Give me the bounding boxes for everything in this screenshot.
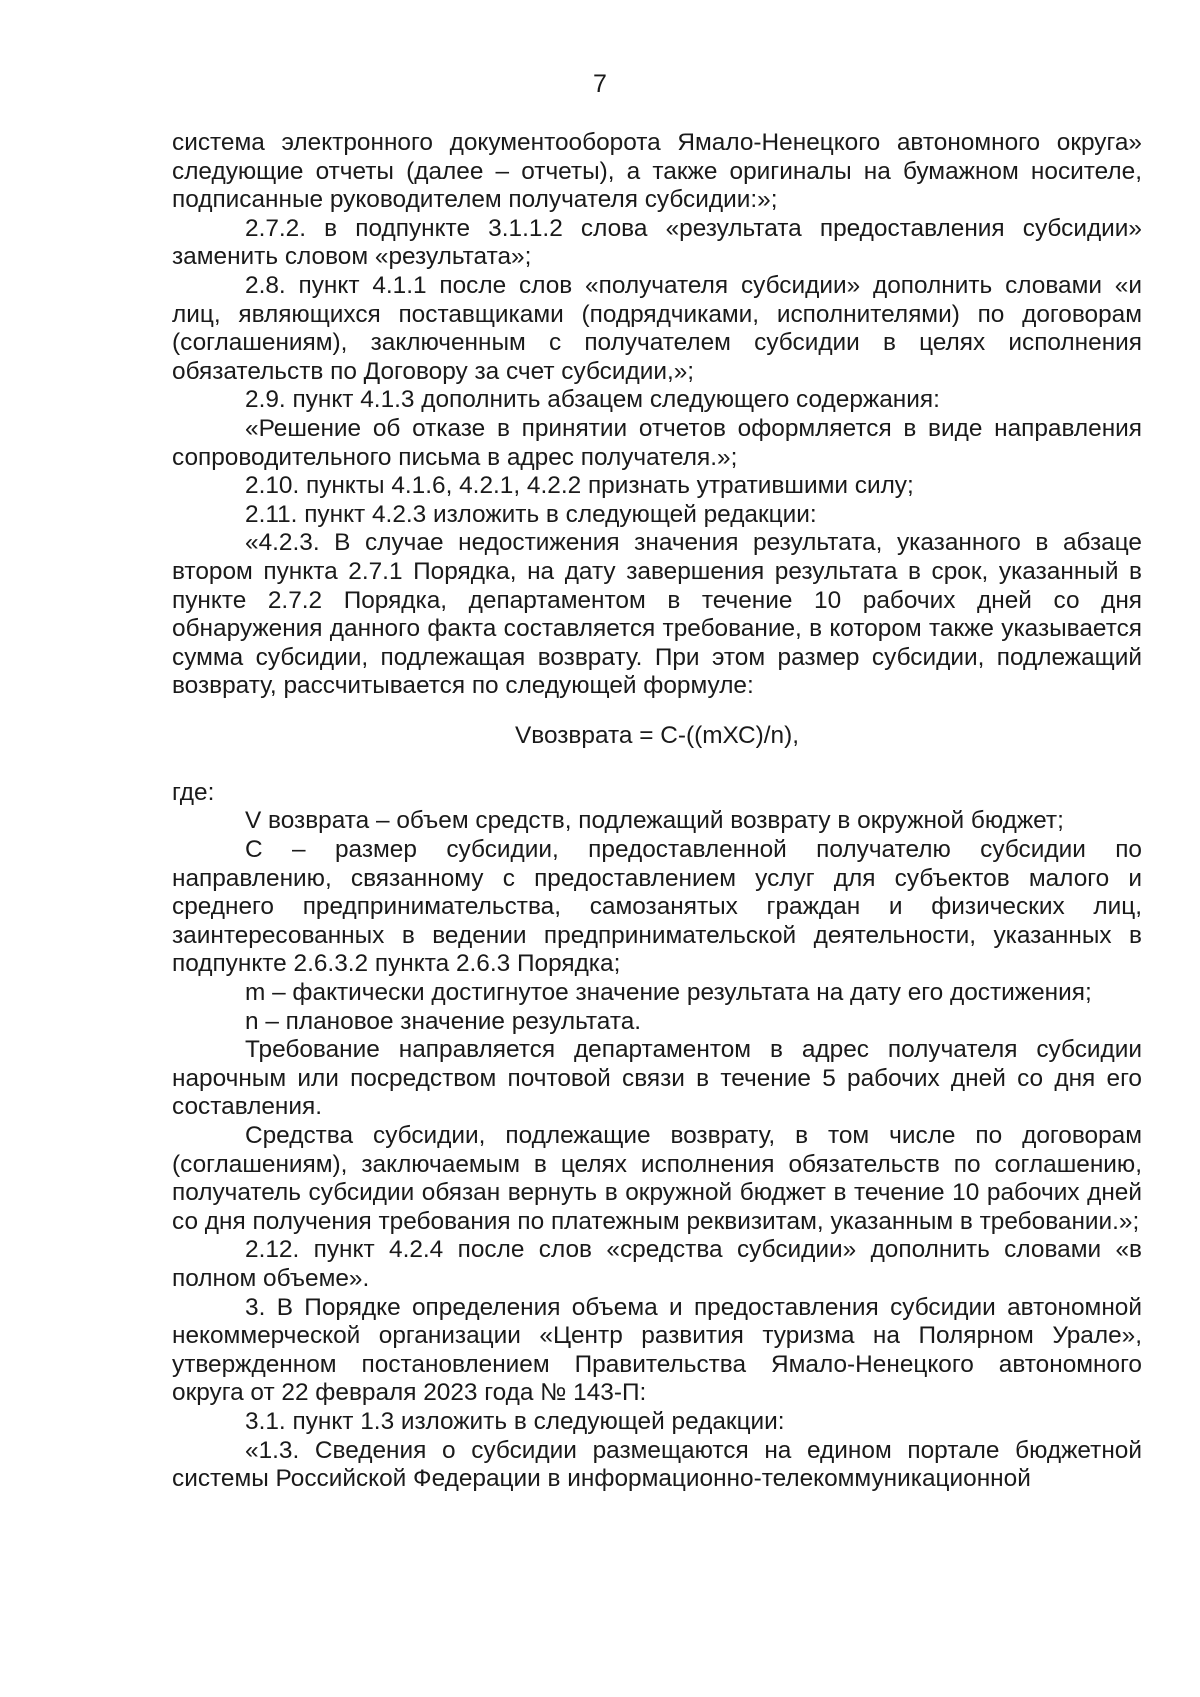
paragraph-2-8: 2.8. пункт 4.1.1 после слов «получателя субсидии» дополнить словами «и лиц, являющихся поставщиками (подрядчиками, исполнителями) по договорам (соглашениям), заключенным с получателем субсидии в целях исполнения обязательств по Договору за счет субсидии,»;	[172, 271, 1142, 385]
definition-v: V возврата – объем средств, подлежащий возврату в окружной бюджет;	[245, 807, 1064, 835]
document-body	[172, 129, 1142, 1494]
paragraph-where: где:	[172, 778, 215, 806]
definition-c: С – размер субсидии, предоставленной получателю субсидии по направлению, связанному с предоставлением услуг для субъектов малого и среднего предпринимательства, самозанятых граждан и физических лиц, заинтересованных в ведении предпринимательской деятельности, указанных в подпункте 2.6.3.2 пункта 2.6.3 Порядка;	[172, 836, 1142, 978]
paragraph-2-10: 2.10. пункты 4.1.6, 4.2.1, 4.2.2 признать утратившими силу;	[245, 472, 914, 500]
paragraph-2-12: 2.12. пункт 4.2.4 после слов «средства субсидии» дополнить словами «в полном объеме».	[172, 1236, 1142, 1292]
page-number: 7	[593, 70, 607, 98]
paragraph-2-7-2: 2.7.2. в подпункте 3.1.1.2 слова «результата предоставления субсидии» заменить словом «результата»;	[172, 214, 1142, 271]
paragraph-continuation: система электронного документооборота Ямало-Ненецкого автономного округа» следующие отчеты (далее – отчеты), а также оригиналы на бумажном носителе, подписанные руководителем получателя субсидии:»;	[172, 129, 1142, 214]
paragraph-quote-decision: «Решение об отказе в принятии отчетов оформляется в виде направления сопроводительного письма в адрес получателя.»;	[172, 414, 1142, 471]
paragraph-3: 3. В Порядке определения объема и предоставления субсидии автономной некоммерческой организации «Центр развития туризма на Полярном Урале», утвержденном постановлением Правительства Ямало-Ненецкого автономного округа от 22 февраля 2023 года № 143-П:	[172, 1293, 1142, 1407]
paragraph-refund: Средства субсидии, подлежащие возврату, в том числе по договорам (соглашениям), заключаемым в целях исполнения обязательств по соглашению, получатель субсидии обязан вернуть в окружной бюджет в течение 10 рабочих дней со дня получения требования по платежным реквизитам, указанным в требовании.»;	[172, 1122, 1142, 1235]
definition-m: m – фактически достигнутое значение результата на дату его достижения;	[245, 979, 1092, 1007]
paragraph-1-3: «1.3. Сведения о субсидии размещаются на едином портале бюджетной системы Российской Федерации в информационно-телекоммуникационной	[172, 1436, 1142, 1493]
paragraph-2-9: 2.9. пункт 4.1.3 дополнить абзацем следующего содержания:	[245, 386, 940, 414]
formula: Vвозврата = С-((mХС)/n),	[515, 721, 799, 749]
paragraph-4-2-3: «4.2.3. В случае недостижения значения результата, указанного в абзаце втором пункта 2.7.1 Порядка, на дату завершения результата в срок, указанный в пункте 2.7.2 Порядка, департаментом в течение 10 рабочих дней со дня обнаружения данного факта составляется требование, в котором также указывается сумма субсидии, подлежащая возврату. При этом размер субсидии, подлежащий возврату, рассчитывается по следующей формуле:	[172, 529, 1142, 700]
paragraph-requirement: Требование направляется департаментом в адрес получателя субсидии нарочным или посредством почтовой связи в течение 5 рабочих дней со дня его составления.	[172, 1036, 1142, 1121]
paragraph-3-1: 3.1. пункт 1.3 изложить в следующей редакции:	[245, 1407, 785, 1435]
definition-n: n – плановое значение результата.	[245, 1007, 642, 1035]
paragraph-2-11: 2.11. пункт 4.2.3 изложить в следующей редакции:	[245, 500, 817, 528]
